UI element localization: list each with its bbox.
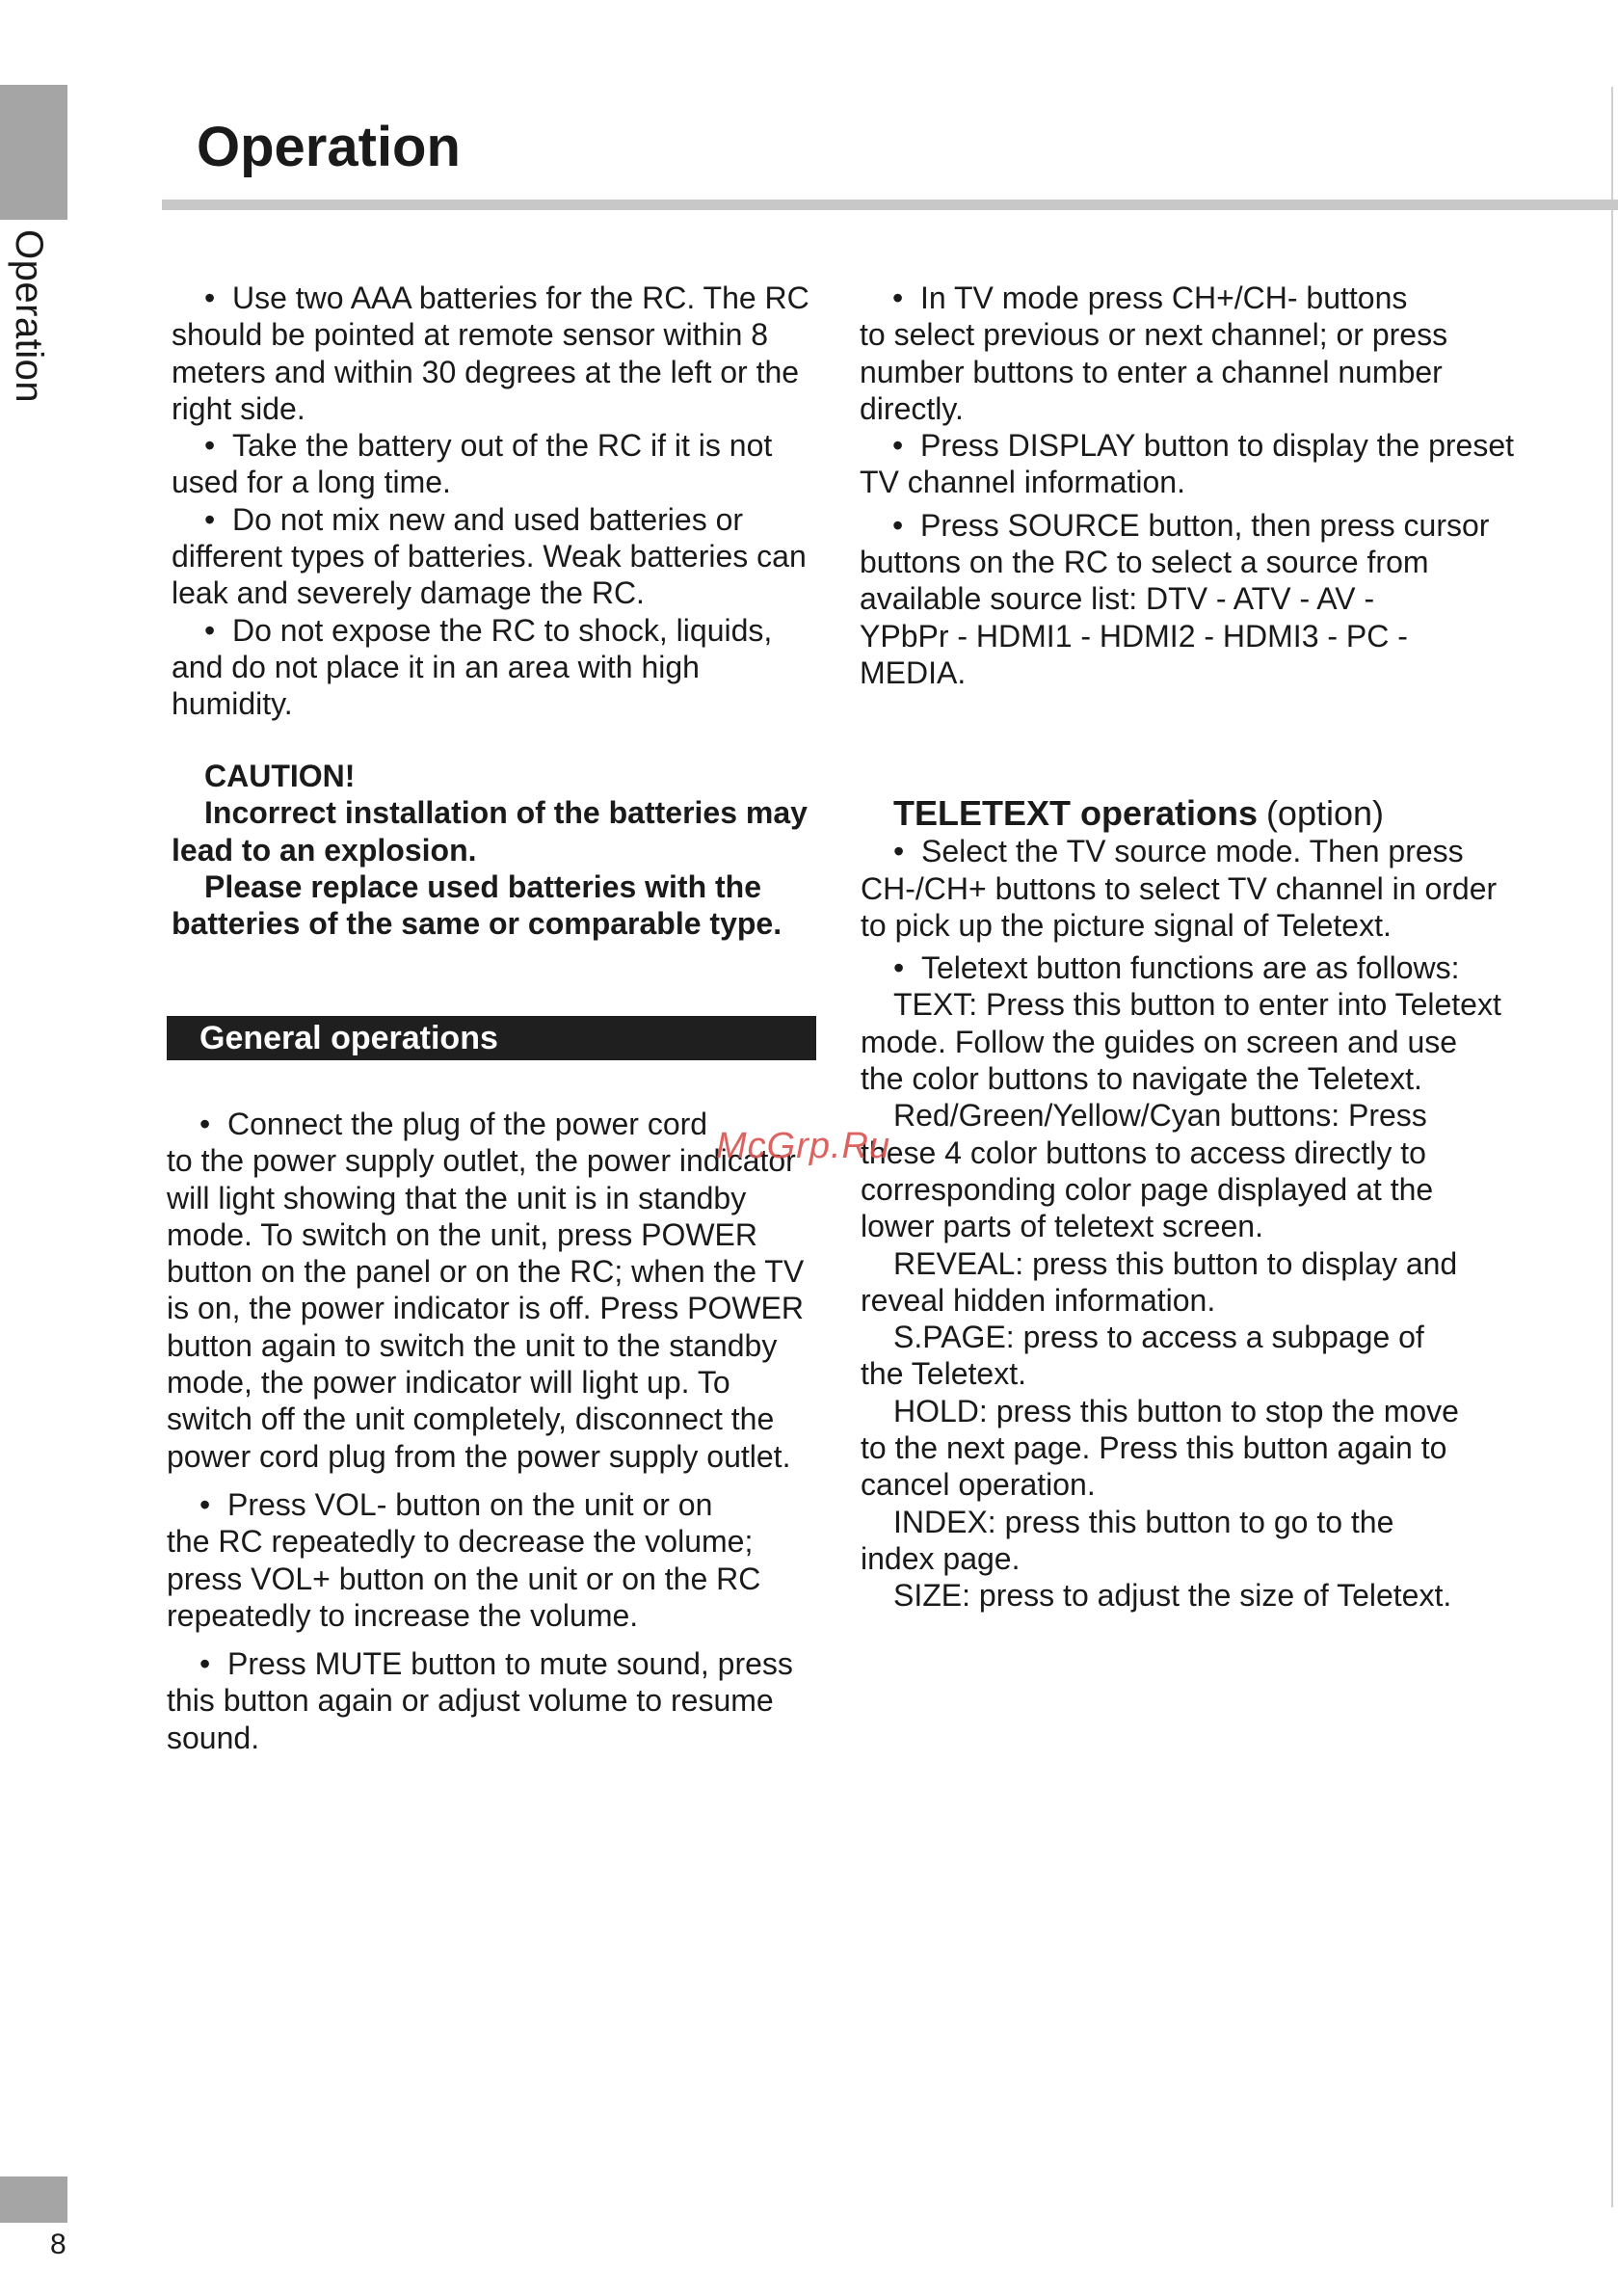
text-line: corresponding color page displayed at the [861,1171,1434,1207]
teletext-note: • Select the TV source mode. Then press [861,833,1564,869]
teletext-section [861,795,1564,1615]
battery-note: • Do not expose the RC to shock, liquids, [172,612,827,649]
teletext-function: TEXT: Press this button to enter into Teletext [893,987,1501,1023]
text-line: the RC repeatedly to decrease the volume; [167,1524,754,1560]
teletext-function: REVEAL: press this button to display and [893,1245,1458,1281]
battery-notes [172,280,827,723]
general-operations-heading: General operations [167,1016,816,1060]
text-line: button on the panel or on the RC; when the TV [167,1254,805,1290]
caution-block [172,758,836,942]
text-line: to select previous or next channel; or press [860,317,1448,353]
text-line: power cord plug from the power supply outlet. [167,1438,791,1474]
battery-note: • Do not mix new and used batteries or [172,501,827,538]
text-line: mode. To switch on the unit, press POWER [167,1216,757,1252]
text-line: will light showing that the unit is in standby [167,1180,747,1215]
text-line: switch off the unit completely, disconnect the [167,1402,775,1437]
side-section-label: Operation [8,229,50,404]
text-line: index page. [861,1540,1021,1576]
text-line: sound. [167,1720,260,1755]
general-note: • Connect the plug of the power cord [167,1106,832,1142]
text-line: this button again or adjust volume to resume [167,1683,774,1719]
text-line: the color buttons to navigate the Teletext. [861,1061,1422,1097]
text-line: available source list: DTV - ATV - AV - [860,581,1375,617]
text-line: TV channel information. [860,465,1185,500]
text-line: these 4 color buttons to access directly to [861,1135,1426,1170]
teletext-heading: TELETEXT operations (option) [893,793,1384,833]
text-line: the Teletext. [861,1356,1026,1392]
text-line: and do not place it in an area with high [172,649,700,684]
title-rule [162,200,1618,210]
teletext-note: • Teletext button functions are as follows: [861,949,1564,986]
text-line: buttons on the RC to select a source from [860,545,1429,580]
watermark: McGrp.Ru [716,1126,891,1166]
text-line: YPbPr - HDMI1 - HDMI2 - HDMI3 - PC - [860,618,1408,654]
page-number-tab [0,2176,67,2223]
text-line: leak and severely damage the RC. [172,575,645,611]
channel-note: • Press DISPLAY button to display the preset [860,427,1553,464]
page-edge-line [1611,87,1613,2207]
text-line: reveal hidden information. [861,1282,1216,1318]
channel-note: • In TV mode press CH+/CH- buttons [860,280,1553,316]
text-line: lower parts of teletext screen. [861,1209,1263,1244]
text-line: repeatedly to increase the volume. [167,1597,639,1633]
caution-text: Incorrect installation of the batteries may [204,795,808,831]
channel-notes [860,280,1553,691]
text-line: is on, the power indicator is off. Press POWER [167,1291,804,1326]
general-operations [167,1106,832,1756]
general-note: • Press MUTE button to mute sound, press [167,1645,832,1682]
general-note: • Press VOL- button on the unit or on [167,1486,832,1523]
text-line: humidity. [172,686,293,722]
text-line: CH-/CH+ buttons to select TV channel in order [861,870,1498,906]
caution-text: batteries of the same or comparable type. [172,906,782,942]
text-line: directly. [860,390,964,426]
text-line: meters and within 30 degrees at the left or the [172,354,800,389]
text-line: different types of batteries. Weak batteries can [172,539,807,574]
text-line: press VOL+ button on the unit or on the RC [167,1561,761,1596]
text-line: MEDIA. [860,654,967,690]
caution-text: lead to an explosion. [172,832,477,868]
text-line: right side. [172,390,305,426]
battery-note: • Use two AAA batteries for the RC. The RC [172,280,827,316]
text-line: mode, the power indicator will light up. To [167,1365,730,1401]
battery-note: • Take the battery out of the RC if it is not [172,427,827,464]
channel-note: • Press SOURCE button, then press cursor [860,507,1553,544]
teletext-function: Red/Green/Yellow/Cyan buttons: Press [893,1098,1427,1134]
page-number: 8 [50,2229,66,2260]
text-line: to the next page. Press this button again to [861,1430,1447,1466]
text-line: button again to switch the unit to the standby [167,1327,778,1363]
caution-text: Please replace used batteries with the [204,868,762,904]
text-line: mode. Follow the guides on screen and use [861,1024,1458,1059]
teletext-function: S.PAGE: press to access a subpage of [893,1320,1424,1355]
text-line: used for a long time. [172,465,451,500]
text-line: cancel operation. [861,1467,1096,1503]
side-tab [0,85,67,220]
text-line: to the power supply outlet, the power indicator [167,1143,796,1179]
teletext-function: SIZE: press to adjust the size of Teletext. [893,1578,1452,1614]
text-line: to pick up the picture signal of Teletext. [861,907,1392,943]
text-line: number buttons to enter a channel number [860,354,1443,389]
page-title: Operation [197,116,461,178]
caution-title: CAUTION! [204,759,356,793]
teletext-function: INDEX: press this button to go to the [893,1504,1394,1539]
teletext-function: HOLD: press this button to stop the move [893,1393,1459,1428]
text-line: should be pointed at remote sensor within 8 [172,317,769,353]
